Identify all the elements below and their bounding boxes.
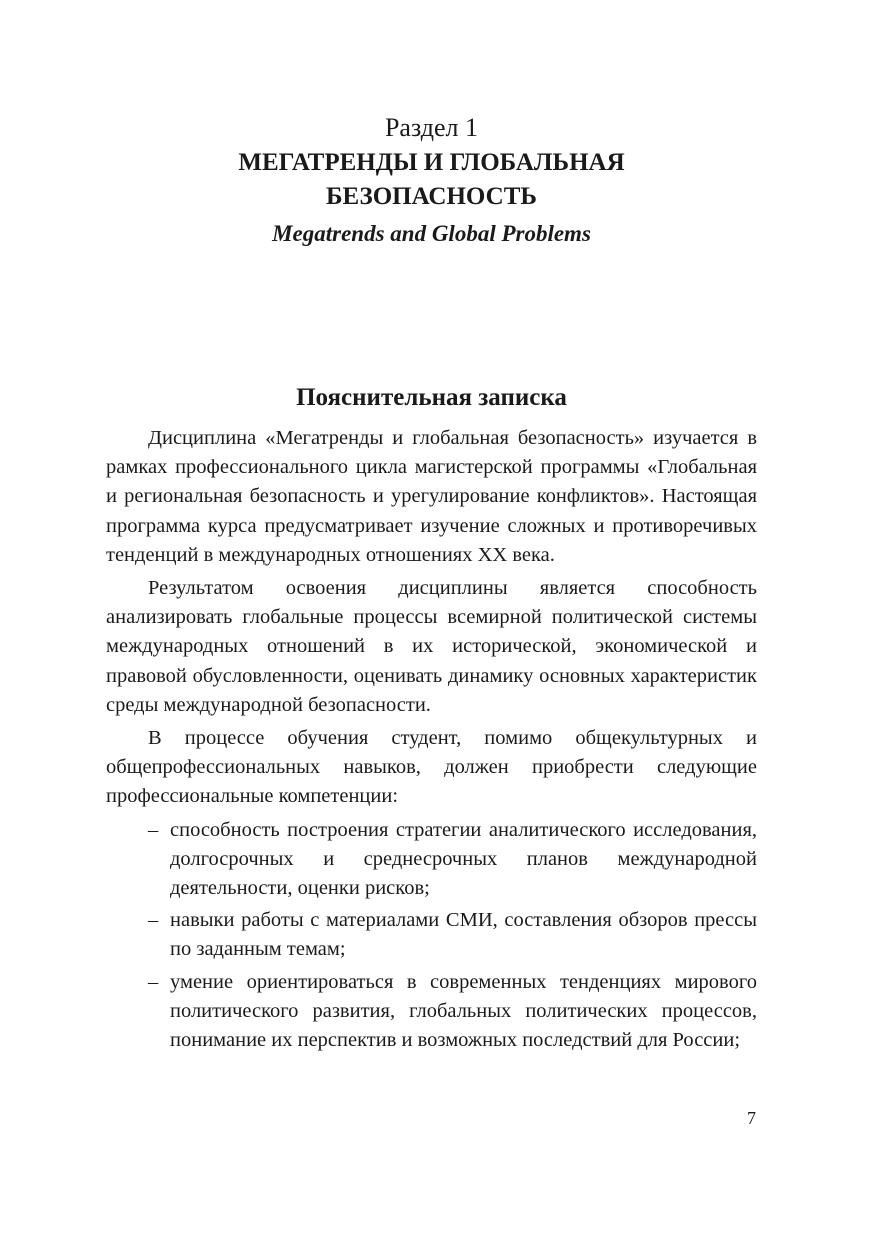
- list-item: [106, 968, 757, 1056]
- dash-marker: –: [148, 970, 159, 993]
- section-title-line-1: МЕГАТРЕНДЫ И ГЛОБАЛЬНАЯ: [238, 149, 625, 176]
- section-title: [106, 146, 757, 214]
- explanatory-note-heading: Пояснительная записка: [296, 384, 567, 411]
- list-item-text: способность построения стратегии аналитического исследования, долгосрочных и среднесрочных планов международной деятельности, оценки рисков;: [170, 818, 757, 900]
- list-item: [106, 816, 757, 904]
- competencies-list: [106, 816, 757, 1056]
- dash-marker: –: [148, 909, 159, 932]
- section-header: [106, 112, 757, 250]
- page-number: 7: [747, 1108, 756, 1128]
- section-title-line-2: БЕЗОПАСНОСТЬ: [326, 183, 537, 210]
- list-item: [106, 906, 757, 964]
- paragraph: Результатом освоения дисциплины является способность анализировать глобальные процессы всемирной политической системы международных отношений в их исторической, экономической и правовой обусловленности, оценивать динамику основных характеристик среды международной безопасности.: [106, 577, 757, 716]
- list-item-text: навыки работы с материалами СМИ, составления обзоров прессы по заданным темам;: [170, 909, 757, 961]
- section-subtitle-english: Megatrends and Global Problems: [272, 221, 591, 246]
- list-item-text: умение ориентироваться в современных тенденциях мирового политического развития, глобальных политических процессов, понимание их перспектив и возможных последствий для России;: [170, 970, 757, 1052]
- explanatory-note-body: [106, 424, 757, 1058]
- paragraph: В процессе обучения студент, помимо общекультурных и общепрофессиональных навыков, должен приобрести следующие профессиональные компетенции:: [106, 727, 757, 808]
- dash-marker: –: [148, 818, 159, 841]
- section-number: Раздел 1: [384, 113, 479, 142]
- paragraph: Дисциплина «Мегатренды и глобальная безопасность» изучается в рамках профессионального цикла магистерской программы «Глобальная и региональная безопасность и урегулирование конфликтов». Настоящая программа курса предусматривает изучение сложных и противоречивых тенденций в международных отношениях XX века.: [106, 427, 757, 566]
